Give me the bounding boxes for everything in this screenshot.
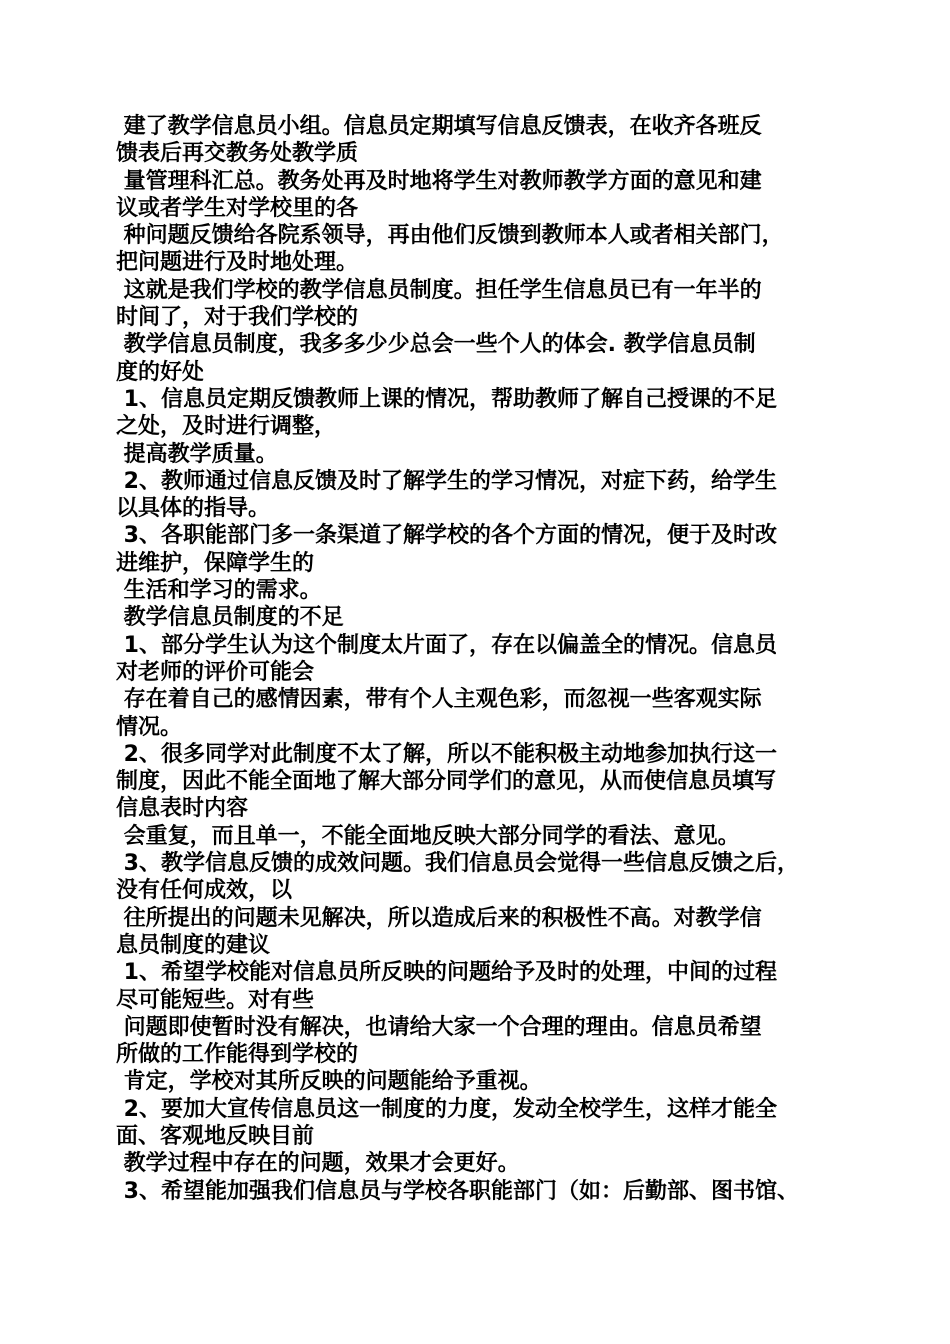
text-line: 这就是我们学校的教学信息员制度。担任学生信息员已有一年半的 — [116, 277, 762, 303]
text-line: 议或者学生对学校里的各 — [116, 195, 359, 221]
text-line: 尽可能短些。对有些 — [116, 987, 315, 1013]
text-line: 生活和学习的需求。 — [116, 578, 322, 604]
text-line: 1、信息员定期反馈教师上课的情况，帮助教师了解自己授课的不足 — [116, 386, 777, 412]
text-line: 1、希望学校能对信息员所反映的问题给予及时的处理，中间的过程 — [116, 960, 777, 986]
text-line: 进维护，保障学生的 — [116, 550, 315, 576]
text-line: 之处，及时进行调整， — [116, 414, 337, 440]
text-line: 度的好处 — [116, 359, 205, 385]
text-line: 问题即使暂时没有解决，也请给大家一个合理的理由。信息员希望 — [116, 1014, 762, 1040]
text-line: 往所提出的问题未见解决，所以造成后来的积极性不高。对教学信 — [116, 905, 762, 931]
text-line: 肯定，学校对其所反映的问题能给予重视。 — [116, 1069, 542, 1095]
text-line: 时间了，对于我们学校的 — [116, 305, 359, 331]
text-line: 3、教学信息反馈的成效问题。我们信息员会觉得一些信息反馈之后， — [116, 851, 799, 877]
text-line: 教学过程中存在的问题，效果才会更好。 — [116, 1151, 520, 1177]
text-line: 对老师的评价可能会 — [116, 659, 315, 685]
text-line: 3、各职能部门多一条渠道了解学校的各个方面的情况，便于及时改 — [116, 523, 777, 549]
text-line: 教学信息员制度的不足 — [116, 605, 344, 631]
text-line: 所做的工作能得到学校的 — [116, 1042, 359, 1068]
text-line: 3、希望能加强我们信息员与学校各职能部门（如：后勤部、图书馆、 — [116, 1178, 799, 1204]
text-line: 息员制度的建议 — [116, 932, 271, 958]
text-line: 信息表时内容 — [116, 796, 249, 822]
text-line: 会重复，而且单一，不能全面地反映大部分同学的看法、意见。 — [116, 823, 740, 849]
text-line: 情况。 — [116, 714, 183, 740]
document-body — [116, 113, 844, 1205]
text-line: 面、客观地反映目前 — [116, 1123, 315, 1149]
text-line: 教学信息员制度，我多多少少总会一些个人的体会. 教学信息员制 — [116, 332, 756, 358]
text-line: 2、很多同学对此制度不太了解，所以不能积极主动地参加执行这一 — [116, 741, 777, 767]
text-line: 制度，因此不能全面地了解大部分同学们的意见，从而使信息员填写 — [116, 769, 777, 795]
text-line: 没有任何成效，以 — [116, 878, 293, 904]
text-line: 提高教学质量。 — [116, 441, 278, 467]
text-line: 2、教师通过信息反馈及时了解学生的学习情况，对症下药，给学生 — [116, 468, 777, 494]
text-line: 2、要加大宣传信息员这一制度的力度，发动全校学生，这样才能全 — [116, 1096, 777, 1122]
text-line: 把问题进行及时地处理。 — [116, 250, 359, 276]
text-line: 种问题反馈给各院系领导，再由他们反馈到教师本人或者相关部门， — [116, 223, 784, 249]
text-line: 建了教学信息员小组。信息员定期填写信息反馈表，在收齐各班反 — [116, 114, 762, 139]
text-line: 存在着自己的感情因素，带有个人主观色彩，而忽视一些客观实际 — [116, 687, 762, 713]
text-line: 1、部分学生认为这个制度太片面了，存在以偏盖全的情况。信息员 — [116, 632, 777, 658]
text-line: 以具体的指导。 — [116, 496, 271, 522]
text-line: 量管理科汇总。教务处再及时地将学生对教师教学方面的意见和建 — [116, 168, 762, 194]
text-line: 馈表后再交教务处教学质 — [116, 141, 359, 167]
